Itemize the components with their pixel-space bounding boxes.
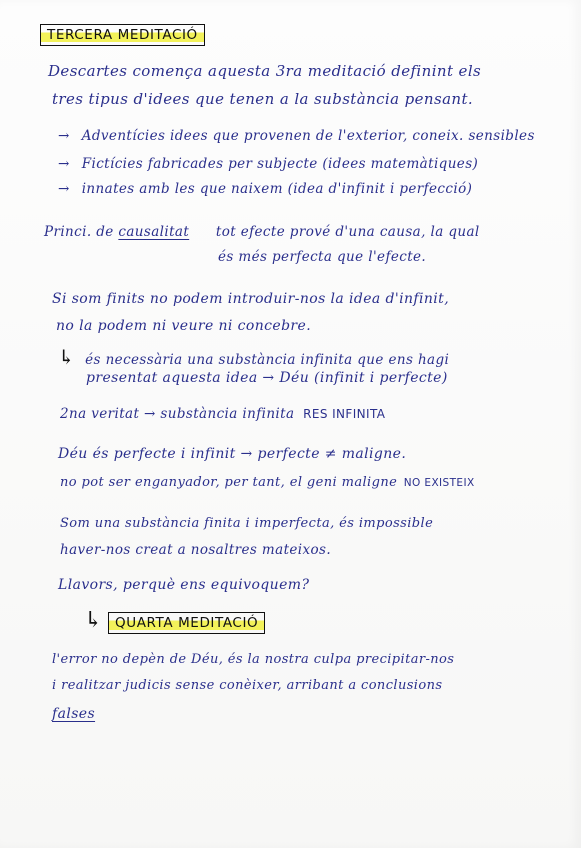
- veritat-prefix: 2na veritat →: [60, 406, 156, 422]
- som-line-1: Som una substància finita i imperfecta, és impossible: [60, 516, 434, 531]
- deu-line-1: Déu és perfecte i infinit → perfecte ≠ maligne.: [58, 446, 407, 462]
- deu-line-2-text: no pot ser enganyador, per tant, el geni maligne: [60, 475, 398, 490]
- bullet-text: Fictícies fabricades per subjecte (idees matemàtiques): [81, 156, 479, 172]
- arrow-icon: →: [58, 156, 70, 172]
- finits-line-1: Si som finits no podem introduir-nos la idea d'infinit,: [52, 291, 450, 307]
- bullet-text: Adventícies idees que provenen de l'exterior, coneix. sensibles: [81, 128, 535, 144]
- intro-line-2: tres tipus d'idees que tenen a la substància pensant.: [52, 90, 474, 108]
- error-line-1: l'error no depèn de Déu, és la nostra culpa precipitar-nos: [52, 652, 455, 667]
- veritat-line: [60, 406, 385, 422]
- error-line-3: falses: [52, 706, 96, 722]
- causalitat-term: causalitat: [118, 224, 190, 240]
- question-line: Llavors, perquè ens equivoquem?: [58, 577, 310, 593]
- veritat-text: substància infinita: [160, 406, 295, 422]
- deu-line-2: [60, 475, 475, 490]
- arrow-icon: →: [58, 128, 70, 144]
- return-arrow-icon: ↳: [84, 608, 103, 633]
- necessaria-line-2: presentat aquesta idea → Déu (infinit i perfecte): [86, 370, 448, 386]
- intro-line-1: Descartes comença aquesta 3ra meditació definint els: [48, 62, 482, 80]
- section-title-quarta: QUARTA MEDITACIÓ: [108, 612, 265, 634]
- causalitat-line-2: és més perfecta que l'efecte.: [218, 249, 427, 265]
- som-line-2: haver-nos creat a nosaltres mateixos.: [60, 542, 332, 558]
- causalitat-prefix: Princi. de: [44, 224, 114, 240]
- necessaria-text: és necessària una substància infinita que ens hagi: [85, 352, 450, 368]
- bullet-text: innates amb les que naixem (idea d'infinit i perfecció): [81, 181, 473, 197]
- bullet-innates: [58, 181, 472, 197]
- finits-line-2: no la podem ni veure ni concebre.: [56, 318, 312, 334]
- causalitat-text: tot efecte prové d'una causa, la qual: [215, 224, 480, 240]
- arrow-icon: →: [58, 181, 70, 197]
- section-title-tercera: TERCERA MEDITACIÓ: [40, 24, 205, 46]
- veritat-caps: RES INFINITA: [303, 407, 386, 421]
- deu-line-2-caps: NO EXISTEIX: [403, 477, 475, 489]
- return-arrow-icon: ↳: [58, 345, 76, 369]
- bullet-adventicies: [58, 128, 535, 144]
- causalitat-line-1: [44, 224, 480, 240]
- necessaria-line-1: [58, 345, 449, 369]
- error-line-2: i realitzar judicis sense conèixer, arribant a conclusions: [52, 678, 443, 693]
- bullet-ficticies: [58, 156, 478, 172]
